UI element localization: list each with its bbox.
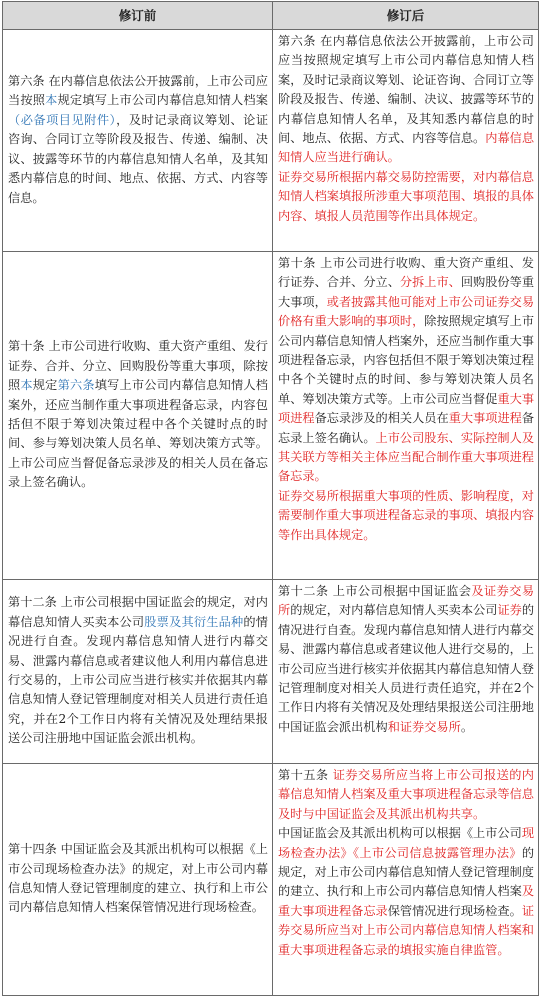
cell-after — [273, 580, 539, 764]
removed-text: 本 — [20, 378, 33, 393]
table-row — [3, 580, 539, 764]
cell-after — [273, 30, 539, 252]
added-text: 及证券交易所 — [278, 584, 535, 618]
paragraph — [8, 72, 268, 208]
paragraph — [278, 32, 534, 168]
text-segment: 第十二条 上市公司根据中国证监会的规定，对内幕信息知情人买卖本公司 — [8, 595, 268, 629]
text-segment: 的情况进行自查。发现内幕信息知情人进行内幕交易、泄露内幕信息或者建议他人进行交易的，上市公司应当进行核实并依据其内幕信息知情人登记管理制度对相关人员进行责任追究，并在2个工作日内将有关情况及处理结果报送公司注册地中国证监会派出机构 — [278, 603, 535, 734]
paragraph — [278, 766, 534, 824]
text-segment: 规定 — [32, 378, 58, 393]
text-segment: 保管情况进行现场检查。 — [387, 903, 522, 918]
removed-text: 本 — [45, 93, 58, 108]
text-segment: 备忘录涉及的相关人员在 — [314, 411, 449, 426]
text-segment: 中国证监会及其派出机构可以根据《上市公司 — [278, 826, 522, 841]
text-segment: 的规定，对上市公司内幕信息知情人登记管理制度的建立、执行和上市公司内幕信息知情人档案 — [278, 845, 535, 899]
added-text: 现场检查办法》 — [278, 826, 534, 860]
text-segment: 备忘录上签名确认。 — [278, 411, 535, 445]
text-segment: 第十条 上市公司进行收购、重大资产重组、发行证券、合并、分立、回购股份等重大事项，除按照 — [8, 339, 268, 393]
text-segment: 的情况进行自查。发现内幕信息知情人进行内幕交易、泄露内幕信息或者建议他人利用内幕信息进行交易的，上市公司应当进行核实并依据其内幕信息知情人登记管理制度对相关人员进行责任追究，并在2个工作日内将有关情况及处理结果报送公司注册地中国证监会派出机构。 — [8, 614, 268, 746]
text-segment: 回购股份等重大事项， — [278, 275, 535, 309]
text-segment: 第十二条 上市公司根据中国证监会 — [278, 584, 472, 598]
added-text: 证券交易所根据内幕交易防控需要，对内幕信息知情人档案填报所涉重大事项范围、填报的具体内容、填报人员范围等作出具体规定。 — [278, 169, 534, 223]
paragraph — [8, 337, 268, 492]
paragraph — [278, 168, 534, 226]
paragraph — [278, 254, 534, 487]
cell-before — [3, 580, 273, 764]
table-row — [3, 30, 539, 252]
text-segment: 除按照规定填写上市公司内幕信息知情人档案外，还应当制作重大事项进程备忘录，内容包括但不限于筹划决策过程中各个关键时点的时间、参与筹划决策人员名单、筹划决策方式等。上市公司应当督促 — [278, 314, 535, 406]
added-text: 分拆上市、 — [399, 275, 461, 290]
paragraph — [278, 824, 534, 960]
added-text: 及重大事项进程备忘录 — [278, 884, 534, 918]
added-text: 证券交易所应当将上市公司报送的内幕信息知情人档案及重大事项进程备忘录等信息及时与中国证监会及其派出机构共享。 — [278, 768, 534, 821]
paragraph — [8, 593, 268, 748]
added-text: 证券 — [497, 603, 522, 618]
paragraph — [8, 840, 268, 918]
cell-before — [3, 764, 273, 996]
text-segment: 第十条 上市公司进行收购、重大资产重组、发行证券、合并、分立、 — [278, 256, 534, 290]
header-after: 修订后 — [273, 2, 539, 30]
revision-comparison-table — [2, 1, 539, 996]
added-text: 上市公司股东、实际控制人及其关联方等相关主体应当配合制作重大事项进程备忘录。 — [278, 430, 535, 484]
header-before: 修订前 — [3, 2, 273, 30]
added-text: 重大事项进程 — [448, 411, 522, 426]
paragraph — [278, 487, 534, 545]
added-text: 和证券交易所 — [387, 719, 461, 734]
added-text: 内幕信息知情人应当进行确认。 — [278, 131, 535, 165]
text-segment: 。 — [460, 719, 473, 734]
added-text: 《上市公司信息披露管理办法》 — [352, 845, 522, 860]
table-row — [3, 252, 539, 580]
added-text: 或者披露其他可能对上市公司证券交易价格有重大影响的事项时， — [278, 294, 535, 329]
text-segment: 的规定，对内幕信息知情人买卖本公司 — [290, 603, 498, 618]
cell-after — [273, 764, 539, 996]
text-segment: 第六条 在内幕信息依法公开披露前，上市公司应当按照 — [8, 74, 268, 108]
cell-before — [3, 252, 273, 580]
text-segment: 第六条 在内幕信息依法公开披露前，上市公司应当按照规定填写上市公司内幕信息知情人档案，及时记录商议筹划、论证咨询、合同订立等阶段及报告、传递、编制、决议、披露等环节的内幕信息知情人名单，及其知悉内幕信息的时间、地点、依据、方式、内容等信息。 — [278, 34, 534, 146]
added-text: 重大事项进程 — [278, 391, 535, 426]
text-segment: 第十五条 — [278, 768, 333, 782]
text-segment: ，及时记录商议筹划、论证咨询、合同订立等阶段及报告、传递、编制、决议、披露等环节的内幕信息知情人名单，及其知悉内幕信息的时间、地点、依据、方式、内容等信息。 — [8, 112, 269, 205]
removed-text: 股票及其衍生品种 — [144, 614, 244, 629]
removed-text: 第六条 — [57, 378, 95, 393]
cell-after — [273, 252, 539, 580]
cell-before — [3, 30, 273, 252]
removed-text: （必备项目见附件） — [8, 112, 117, 127]
text-segment: 第十四条 中国证监会及其派出机构可以根据《上市公司现场检查办法》的规定，对上市公司内幕信息知情人登记管理制度的建立、执行和上市公司内幕信息知情人档案保管情况进行现场检查。 — [8, 842, 268, 915]
added-text: 证券交易所应当对上市公司内幕信息知情人档案和重大事项进程备忘录的填报实施自律监管。 — [278, 903, 535, 957]
header-row — [3, 2, 539, 30]
text-segment: 规定填写上市公司内幕信息知情人档案 — [57, 93, 268, 108]
added-text: 证券交易所根据重大事项的性质、影响程度，对需要制作重大事项进程备忘录的事项、填报内容等作出具体规定。 — [278, 488, 534, 542]
table-row — [3, 764, 539, 996]
paragraph — [278, 582, 534, 737]
text-segment: 填写上市公司内幕信息知情人档案外，还应当制作重大事项进程备忘录，内容包括但不限于筹划决策过程中各个关键时点的时间、参与筹划决策人员名单、筹划决策方式等。上市公司应当督促备忘录涉及的相关人员在备忘录上签名确认。 — [8, 378, 268, 490]
